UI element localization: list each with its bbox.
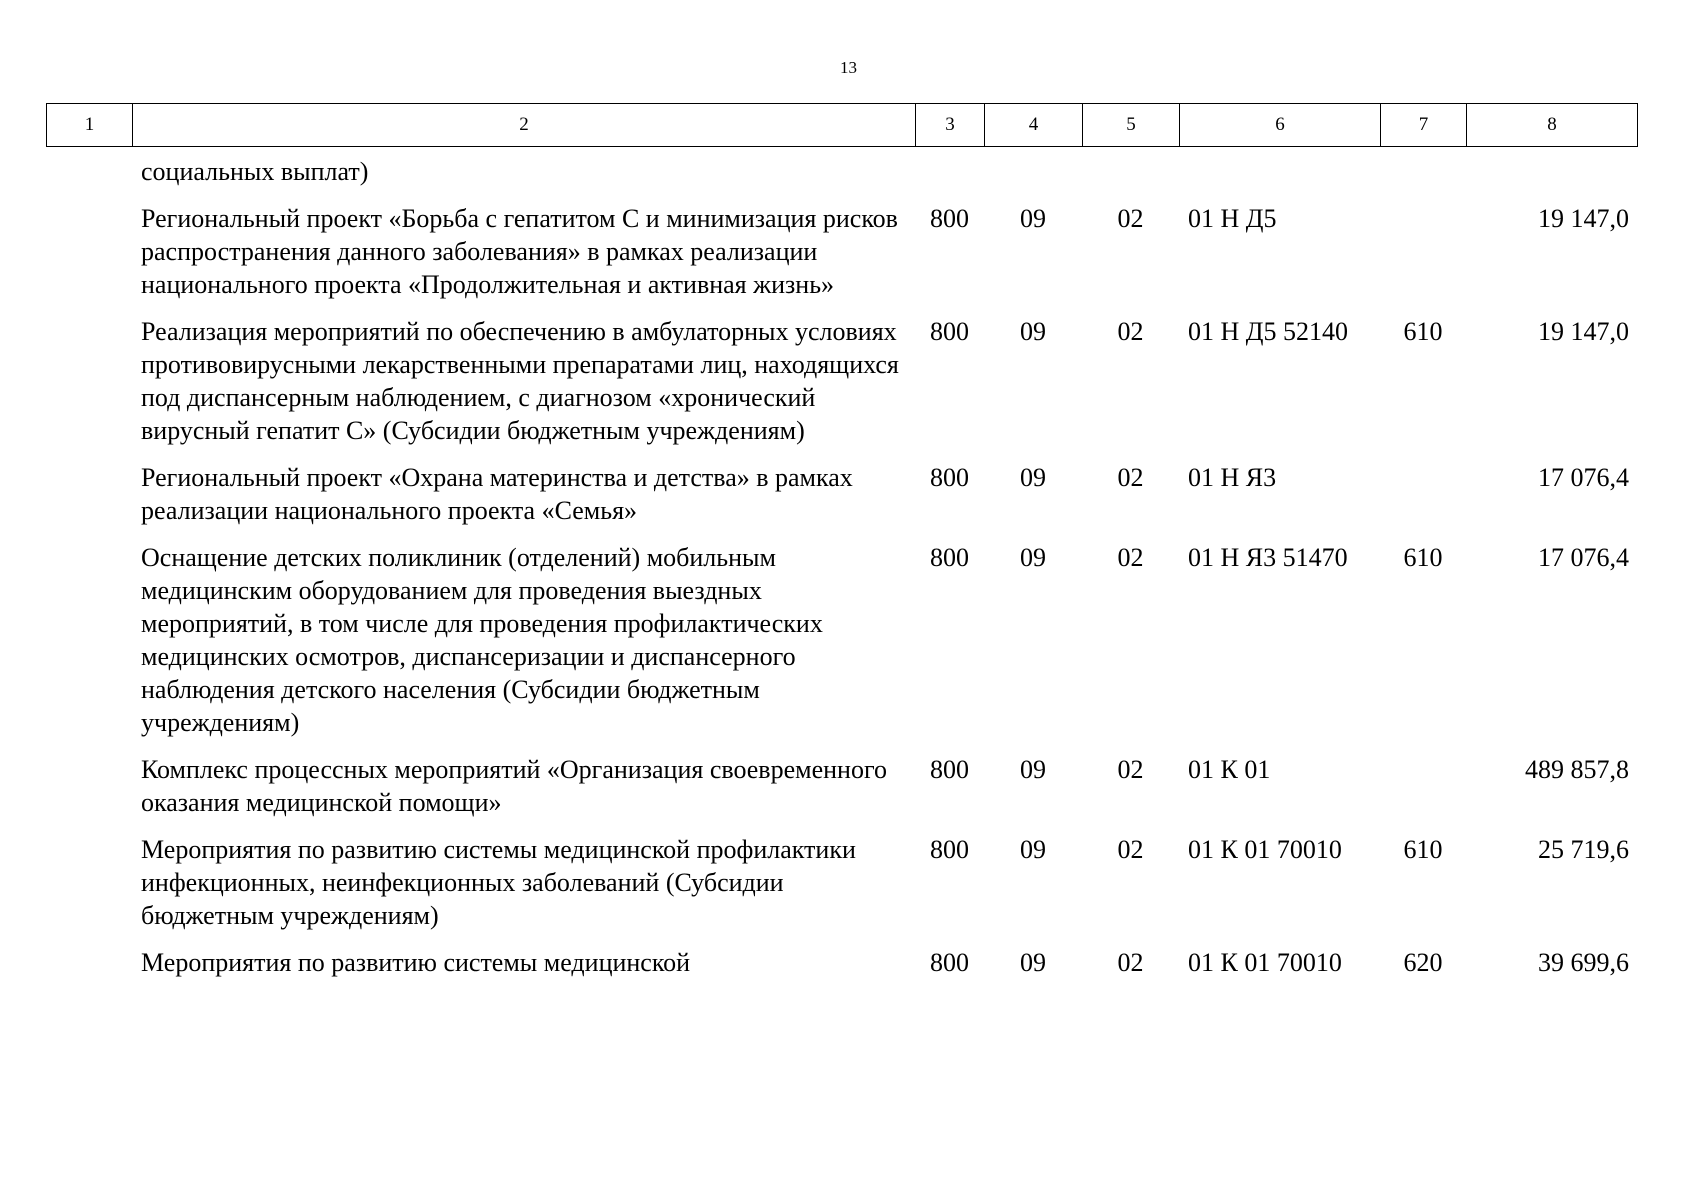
item-name: Оснащение детских поликлиник (отделений) мобильным медицинским оборудованием для проведения выездных мероприятий, в том числе для проведения профилактических медицинских осмотров, диспансеризации и диспансерного наблюдения детского населения (Субсидии бюджетным учреждениям) (141, 543, 823, 737)
amount: 19 147,0 (1538, 317, 1629, 346)
section-code: 09 (1020, 948, 1046, 977)
expense-type-code (1380, 461, 1466, 541)
column-header-5: 5 (1083, 104, 1180, 147)
item-name: Реализация мероприятий по обеспечению в амбулаторных условиях противовирусными лекарственными препаратами лиц, находящихся под диспансерным наблюдением, с диагнозом «хронический вирусный гепатит С» (Субсидии бюджетным учреждениям) (141, 317, 899, 445)
target-article-code: 01 К 01 70010 (1188, 948, 1342, 977)
section-code: 09 (1020, 317, 1046, 346)
ministry-code: 800 (930, 835, 969, 864)
target-article-code: 01 Н Я3 51470 (1188, 543, 1348, 572)
subsection-code: 02 (1117, 317, 1144, 346)
amount: 489 857,8 (1525, 755, 1629, 784)
target-article-code: 01 Н Я3 (1188, 463, 1277, 492)
section-code: 09 (1020, 835, 1046, 864)
page-number: 13 (840, 58, 857, 77)
continuation-row (46, 155, 1637, 202)
item-name: Комплекс процессных мероприятий «Организация своевременного оказания медицинской помощи» (141, 755, 887, 817)
column-header-3: 3 (916, 104, 985, 147)
section-code: 09 (1020, 543, 1046, 572)
budget-table (46, 155, 1637, 993)
subsection-code: 02 (1117, 948, 1144, 977)
ministry-code: 800 (930, 755, 969, 784)
ministry-code: 800 (930, 204, 969, 233)
section-code: 09 (1020, 204, 1046, 233)
section-code: 09 (1020, 755, 1046, 784)
subsection-code: 02 (1117, 835, 1144, 864)
column-header-7: 7 (1381, 104, 1467, 147)
amount: 39 699,6 (1538, 948, 1629, 977)
item-name: Региональный проект «Охрана материнства и детства» в рамках реализации национального проекта «Семья» (141, 463, 853, 525)
expense-type-code (1380, 202, 1466, 315)
item-name: Региональный проект «Борьба с гепатитом С и минимизация рисков распространения данного заболевания» в рамках реализации национального проекта «Продолжительная и активная жизнь» (141, 204, 898, 299)
expense-type-code: 610 (1403, 543, 1443, 572)
ministry-code: 800 (930, 317, 969, 346)
continuation-text: социальных выплат) (141, 157, 369, 186)
ministry-code: 800 (930, 463, 969, 492)
subsection-code: 02 (1117, 463, 1144, 492)
target-article-code: 01 Н Д5 52140 (1188, 317, 1349, 346)
column-header-4: 4 (985, 104, 1083, 147)
amount: 17 076,4 (1538, 463, 1629, 492)
table-row (46, 833, 1637, 946)
subsection-code: 02 (1117, 543, 1144, 572)
subsection-code: 02 (1117, 204, 1144, 233)
table-row (46, 315, 1637, 461)
column-header-8: 8 (1467, 104, 1638, 147)
column-header-2: 2 (133, 104, 916, 147)
section-code: 09 (1020, 463, 1046, 492)
item-name: Мероприятия по развитию системы медицинской (141, 948, 691, 977)
amount: 19 147,0 (1538, 204, 1629, 233)
table-row (46, 753, 1637, 833)
expense-type-code: 620 (1403, 948, 1443, 977)
table-row (46, 202, 1637, 315)
table-row (46, 461, 1637, 541)
expense-type-code (1380, 753, 1466, 833)
column-header-1: 1 (47, 104, 133, 147)
item-name: Мероприятия по развитию системы медицинской профилактики инфекционных, неинфекционных заболеваний (Субсидии бюджетным учреждениям) (141, 835, 856, 930)
target-article-code: 01 Н Д5 (1188, 204, 1277, 233)
amount: 17 076,4 (1538, 543, 1629, 572)
target-article-code: 01 К 01 70010 (1188, 835, 1342, 864)
subsection-code: 02 (1117, 755, 1144, 784)
table-row (46, 541, 1637, 753)
target-article-code: 01 К 01 (1188, 755, 1271, 784)
ministry-code: 800 (930, 543, 969, 572)
expense-type-code: 610 (1403, 317, 1443, 346)
amount: 25 719,6 (1538, 835, 1629, 864)
ministry-code: 800 (930, 948, 969, 977)
table-row (46, 946, 1637, 993)
column-header-row (46, 103, 1638, 147)
column-header-6: 6 (1180, 104, 1381, 147)
expense-type-code: 610 (1403, 835, 1443, 864)
